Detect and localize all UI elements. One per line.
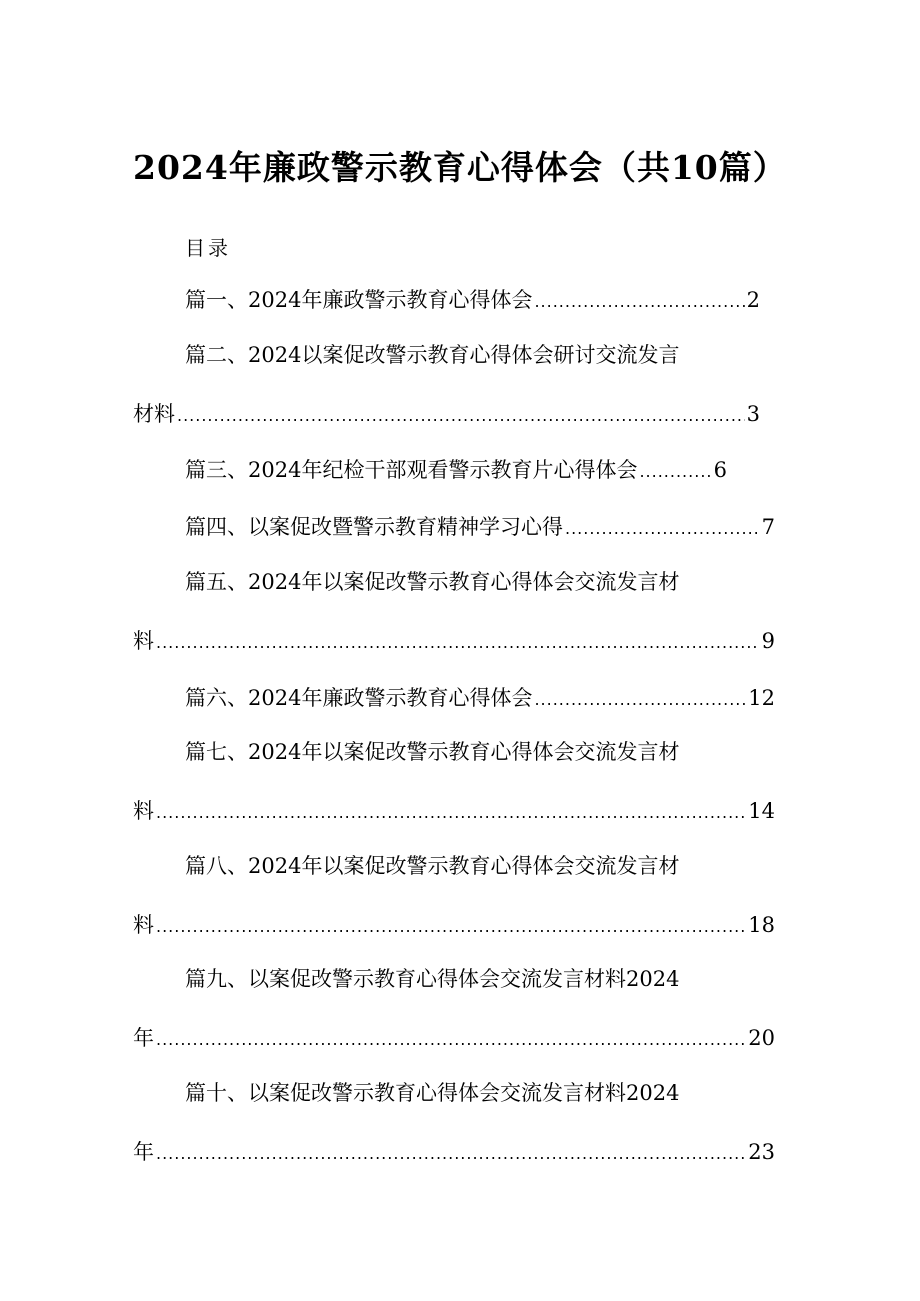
toc-leader-dots bbox=[534, 292, 744, 311]
toc-entry-2[interactable] bbox=[133, 398, 760, 428]
toc-page-number: 20 bbox=[748, 1026, 775, 1050]
toc-entry-10-line1[interactable]: 篇十、以案促改警示教育心得体会交流发言材料2024 bbox=[185, 1081, 680, 1105]
toc-entry-8-line1[interactable]: 篇八、2024年以案促改警示教育心得体会交流发言材 bbox=[185, 854, 680, 878]
toc-page-number: 18 bbox=[748, 913, 775, 937]
toc-entry-10[interactable] bbox=[133, 1136, 775, 1166]
toc-entry-5[interactable] bbox=[133, 625, 775, 655]
toc-leader-dots bbox=[156, 1144, 746, 1163]
toc-entry-2-line1[interactable]: 篇二、2024以案促改警示教育心得体会研讨交流发言 bbox=[185, 343, 680, 367]
toc-leader-dots bbox=[639, 462, 711, 481]
toc-page-number: 2 bbox=[746, 288, 760, 312]
toc-heading: 目录 bbox=[185, 236, 231, 260]
toc-entry-title: 篇三、2024年纪检干部观看警示教育片心得体会 bbox=[185, 458, 638, 482]
toc-leader-dots bbox=[565, 519, 760, 538]
toc-entry-7[interactable] bbox=[133, 795, 775, 825]
toc-entry-title: 篇四、以案促改暨警示教育精神学习心得 bbox=[185, 515, 563, 539]
document-title: 2024年廉政警示教育心得体会（共10篇） bbox=[133, 148, 787, 187]
toc-entry-6[interactable] bbox=[185, 682, 775, 712]
toc-leader-dots bbox=[156, 1030, 746, 1049]
toc-leader-dots bbox=[156, 803, 746, 822]
toc-entry-8[interactable] bbox=[133, 909, 775, 939]
toc-page-number: 3 bbox=[746, 402, 760, 426]
toc-page-number: 12 bbox=[748, 686, 775, 710]
toc-entry-5-line1[interactable]: 篇五、2024年以案促改警示教育心得体会交流发言材 bbox=[185, 570, 680, 594]
toc-entry-9-line1[interactable]: 篇九、以案促改警示教育心得体会交流发言材料2024 bbox=[185, 967, 680, 991]
toc-entry-title: 篇一、2024年廉政警示教育心得体会 bbox=[185, 288, 533, 312]
toc-entry-continuation: 年 bbox=[133, 1026, 154, 1050]
toc-leader-dots bbox=[156, 917, 746, 936]
toc-page-number: 7 bbox=[761, 515, 775, 539]
toc-entry-4[interactable] bbox=[185, 511, 775, 541]
toc-entry-1[interactable] bbox=[185, 284, 760, 314]
toc-page-number: 9 bbox=[761, 629, 775, 653]
toc-page-number: 23 bbox=[748, 1140, 775, 1164]
toc-entry-9[interactable] bbox=[133, 1022, 775, 1052]
toc-entry-continuation: 料 bbox=[133, 913, 154, 937]
toc-entry-continuation: 料 bbox=[133, 799, 154, 823]
toc-entry-continuation: 年 bbox=[133, 1140, 154, 1164]
toc-entry-title: 篇六、2024年廉政警示教育心得体会 bbox=[185, 686, 533, 710]
toc-leader-dots bbox=[534, 690, 746, 709]
toc-entry-3[interactable] bbox=[185, 454, 727, 484]
toc-page-number: 14 bbox=[748, 799, 775, 823]
toc-page-number: 6 bbox=[713, 458, 727, 482]
toc-leader-dots bbox=[156, 633, 760, 652]
toc-entry-continuation: 料 bbox=[133, 629, 154, 653]
toc-entry-continuation: 材料 bbox=[133, 402, 175, 426]
toc-leader-dots bbox=[177, 406, 745, 425]
toc-entry-7-line1[interactable]: 篇七、2024年以案促改警示教育心得体会交流发言材 bbox=[185, 740, 680, 764]
